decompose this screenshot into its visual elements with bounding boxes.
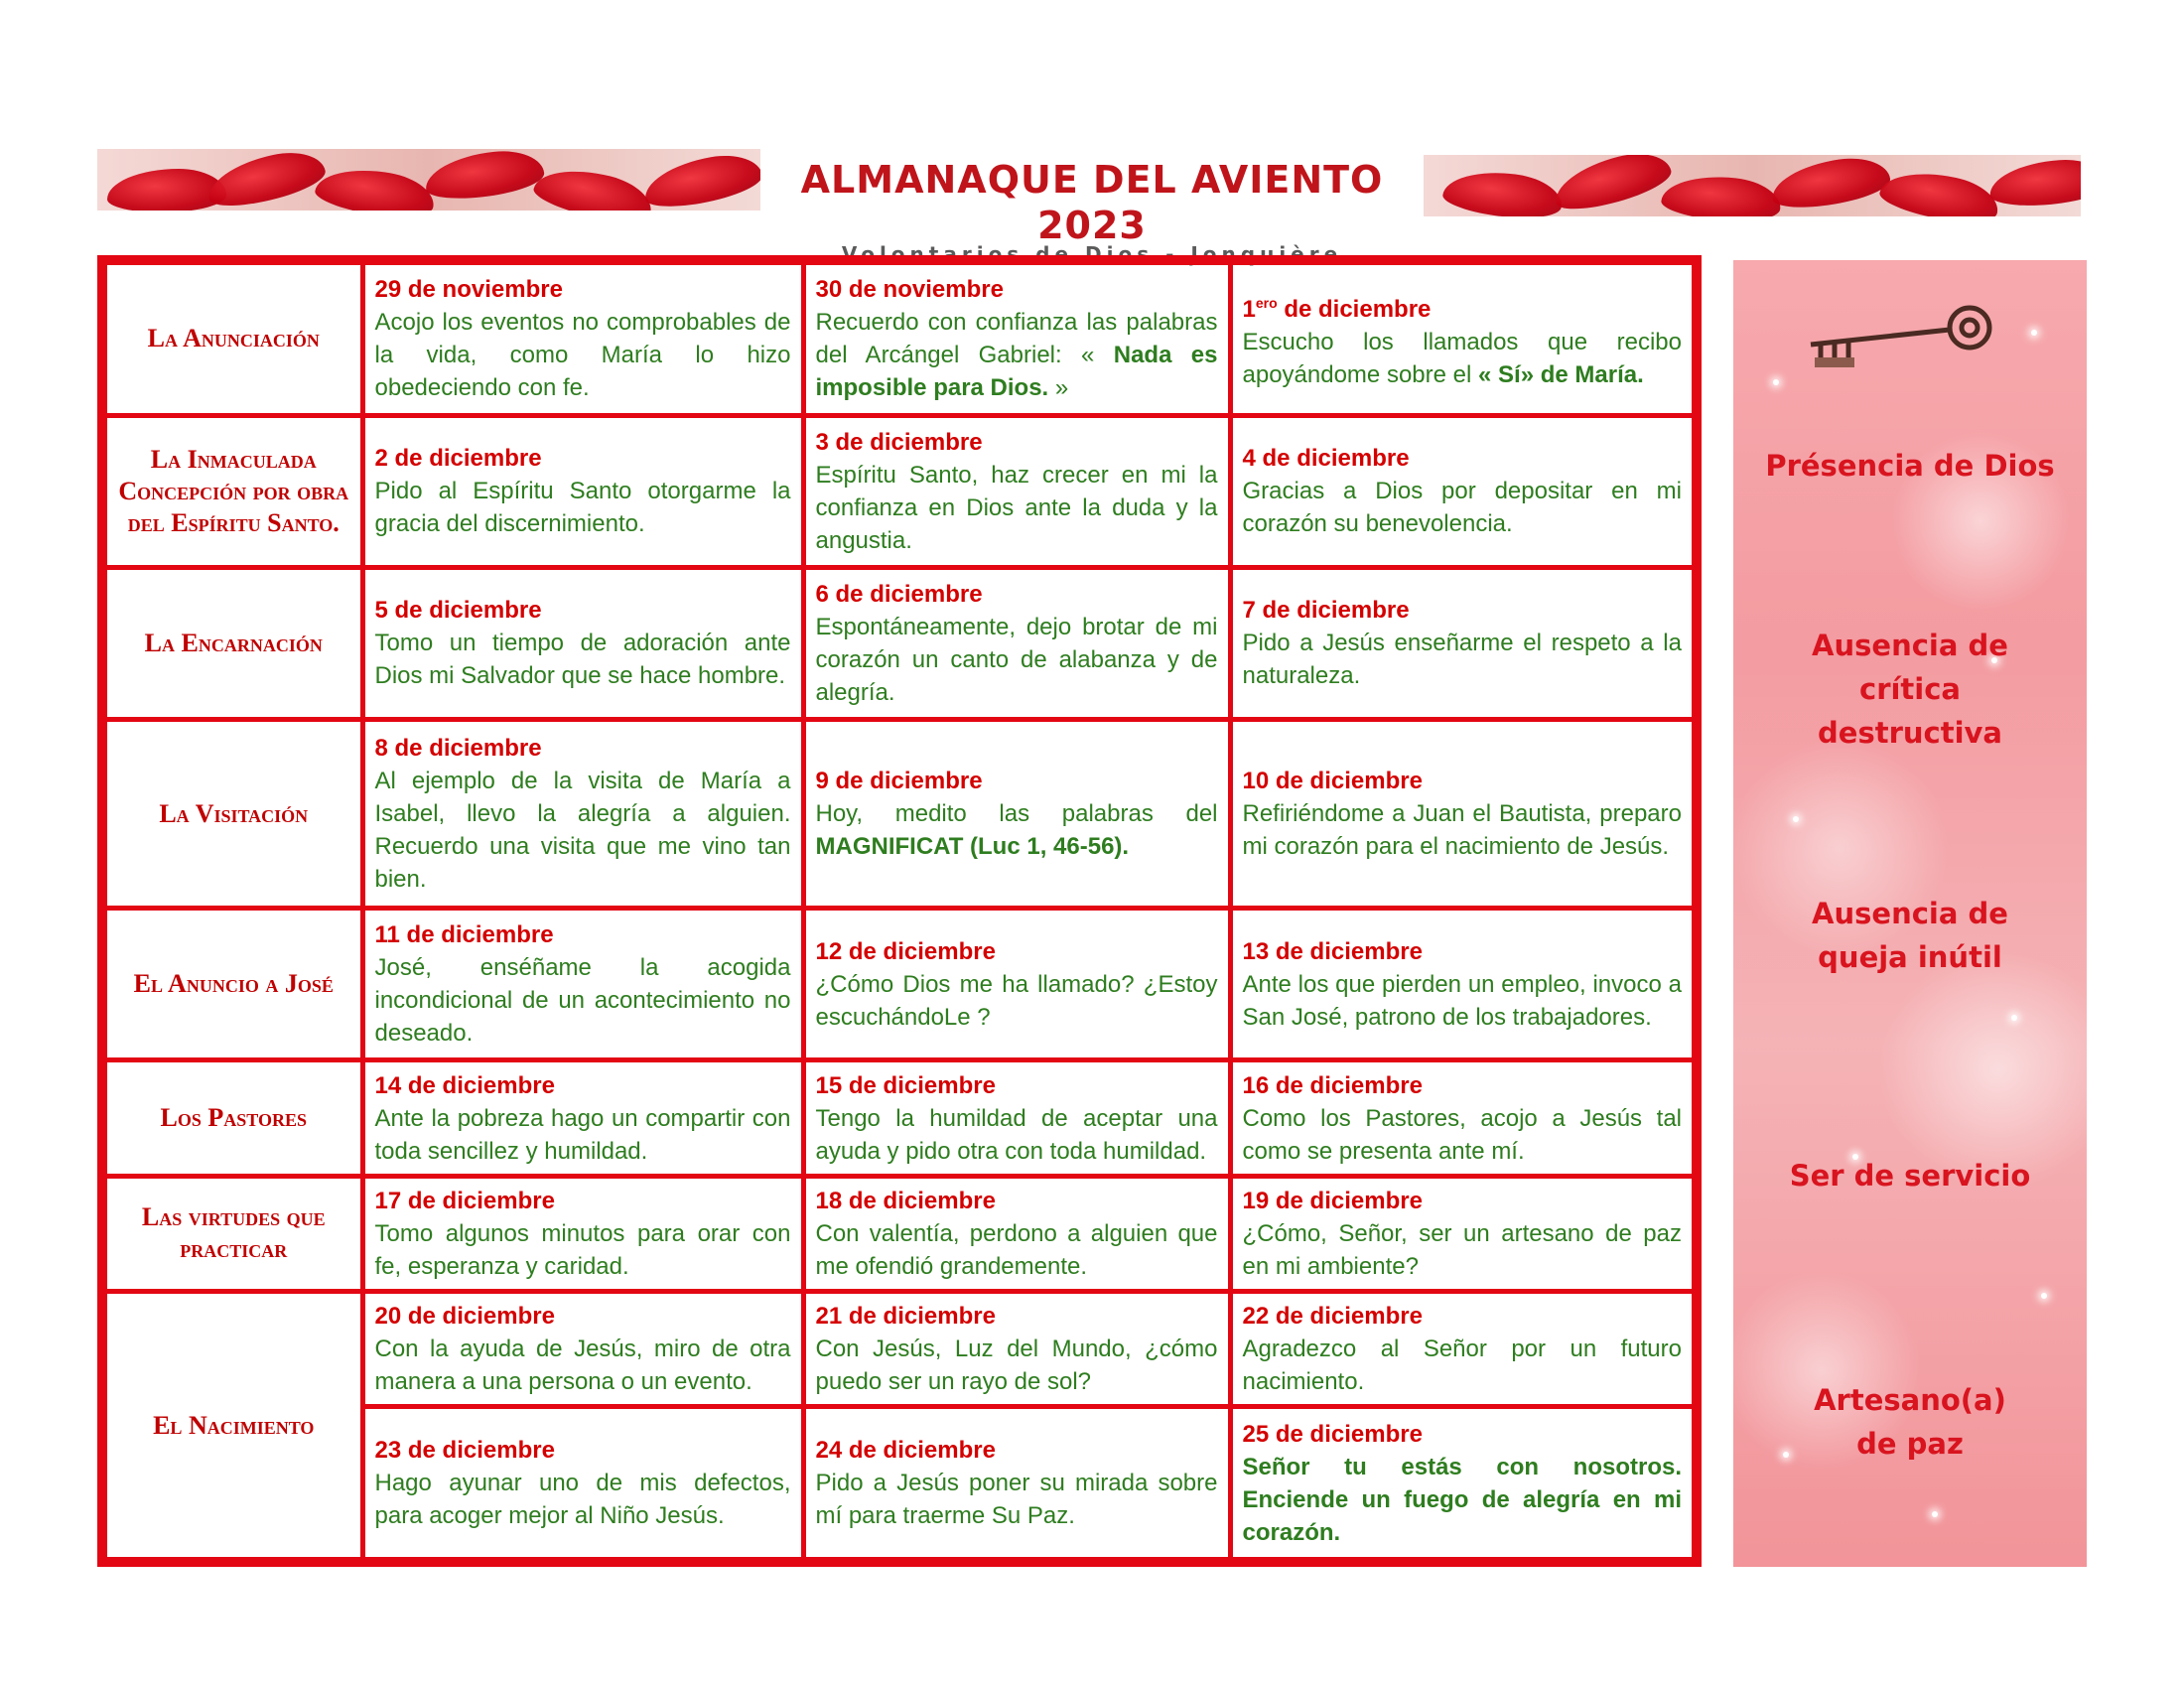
header-banner xyxy=(97,149,2081,266)
day-text: Con la ayuda de Jesús, miro de otra manera a una persona o un evento. xyxy=(374,1336,791,1396)
day-date: 6 de diciembre xyxy=(815,580,983,608)
day-text-bold: « Sí» de María. xyxy=(1478,360,1644,388)
day-text: Espontáneamente, dejo brotar de mi corazón un canto de alabanza y de alegría. xyxy=(815,613,1218,706)
day-entry xyxy=(816,1300,1218,1398)
day-entry xyxy=(1243,1300,1683,1398)
key-icon xyxy=(1801,300,2009,379)
day-cell xyxy=(362,909,803,1060)
day-date: 4 de diciembre xyxy=(1242,445,1410,473)
day-date: 29 de noviembre xyxy=(374,276,563,304)
day-cell xyxy=(803,415,1230,567)
day-cell xyxy=(1230,1407,1697,1562)
day-entry xyxy=(816,765,1218,863)
day-cell xyxy=(803,1060,1230,1176)
day-date: 25 de diciembre xyxy=(1242,1420,1423,1448)
day-text-bold: Nada es imposible para Dios. xyxy=(815,342,1218,402)
day-text: Como los Pastores, acojo a Jesús tal como se presenta ante mí. xyxy=(1242,1104,1682,1165)
calendar-row xyxy=(102,260,1697,415)
day-entry xyxy=(816,935,1218,1034)
day-cell xyxy=(1230,909,1697,1060)
virtues-sidebar xyxy=(1733,260,2087,1567)
day-cell xyxy=(1230,1060,1697,1176)
day-cell xyxy=(362,1407,803,1562)
day-date: 16 de diciembre xyxy=(1242,1071,1423,1099)
day-text: Refiriéndome a Juan el Bautista, preparo mi corazón para el nacimiento de Jesús. xyxy=(1242,800,1682,861)
day-entry xyxy=(816,1069,1218,1168)
day-text: Con Jesús, Luz del Mundo, ¿cómo puedo ser un rayo de sol? xyxy=(815,1336,1218,1396)
calendar-row xyxy=(102,909,1697,1060)
day-entry xyxy=(375,732,791,896)
day-text-bold: MAGNIFICAT (Luc 1, 46-56). xyxy=(815,833,1130,861)
day-text: Espíritu Santo, haz crecer en mi la confianza en Dios ante la duda y la angustia. xyxy=(815,461,1218,554)
day-text: Con valentía, perdono a alguien que me ofendió grandemente. xyxy=(815,1219,1218,1280)
page-title: ALMANAQUE DEL AVIENTO 2023 xyxy=(800,158,1384,247)
day-cell xyxy=(362,415,803,567)
day-entry xyxy=(1243,594,1683,692)
theme-cell: El Nacimiento xyxy=(102,1292,362,1562)
day-date: 19 de diciembre xyxy=(1242,1187,1423,1214)
calendar-row xyxy=(102,1176,1697,1291)
poinsettia-banner-right xyxy=(1424,155,2081,216)
day-entry xyxy=(375,442,791,540)
theme-cell: La Encarnación xyxy=(102,567,362,719)
day-entry xyxy=(816,578,1218,709)
calendar-row xyxy=(102,415,1697,567)
day-entry xyxy=(816,1434,1218,1532)
day-entry xyxy=(375,1434,791,1532)
day-date: 13 de diciembre xyxy=(1242,937,1423,965)
day-cell xyxy=(803,1176,1230,1291)
day-text-bold: Señor tu estás con nosotros. Enciende un fuego de alegría en mi corazón. xyxy=(1242,1453,1682,1546)
day-date: 7 de diciembre xyxy=(1242,597,1410,625)
day-cell xyxy=(803,1292,1230,1407)
day-text-after: » xyxy=(1048,374,1069,402)
theme-cell: El Anuncio a José xyxy=(102,909,362,1060)
day-text: Acojo los eventos no comprobables de la vida, como María lo hizo obedeciendo con fe. xyxy=(374,309,791,402)
day-entry xyxy=(816,1185,1218,1283)
day-text: Pido a Jesús enseñarme el respeto a la naturaleza. xyxy=(1242,630,1682,690)
day-text: ¿Cómo, Señor, ser un artesano de paz en mi ambiente? xyxy=(1242,1219,1682,1280)
day-entry xyxy=(375,273,791,404)
day-text: Escucho los llamados que recibo apoyándome sobre el xyxy=(1242,328,1682,388)
theme-cell: La Inmaculada Concepción por obra del Espíritu Santo. xyxy=(102,415,362,567)
day-entry xyxy=(375,1185,791,1283)
day-date: 10 de diciembre xyxy=(1242,768,1423,795)
day-cell xyxy=(1230,1292,1697,1407)
virtue-label: Ser de servicio xyxy=(1789,1159,2031,1193)
day-entry xyxy=(1243,1185,1683,1283)
theme-cell: La Anunciación xyxy=(102,260,362,415)
day-entry xyxy=(375,1300,791,1398)
day-text: Ante la pobreza hago un compartir con toda sencillez y humildad. xyxy=(374,1104,791,1165)
virtue-label: Ausencia de queja inútil xyxy=(1812,897,2008,974)
date-rest: de diciembre xyxy=(1277,295,1432,323)
day-entry xyxy=(375,594,791,692)
day-text: Tomo un tiempo de adoración ante Dios mi Salvador que se hace hombre. xyxy=(374,630,791,690)
calendar-row xyxy=(102,1060,1697,1176)
day-entry xyxy=(375,1069,791,1168)
day-text: Ante los que pierden un empleo, invoco a San José, patrono de los trabajadores. xyxy=(1242,970,1682,1031)
day-cell xyxy=(362,1060,803,1176)
day-date: 30 de noviembre xyxy=(815,276,1004,304)
day-date: 9 de diciembre xyxy=(815,768,983,795)
day-cell xyxy=(362,720,803,909)
day-cell xyxy=(803,720,1230,909)
day-cell xyxy=(1230,260,1697,415)
day-date: 8 de diciembre xyxy=(374,735,542,763)
day-text: Pido al Espíritu Santo otorgarme la gracia del discernimiento. xyxy=(374,478,791,538)
day-entry xyxy=(375,918,791,1050)
day-date: 22 de diciembre xyxy=(1242,1303,1423,1331)
day-text: Hago ayunar uno de mis defectos, para acoger mejor al Niño Jesús. xyxy=(374,1470,791,1530)
day-text: Hoy, medito las palabras del xyxy=(815,800,1218,828)
day-cell xyxy=(1230,720,1697,909)
day-cell xyxy=(362,567,803,719)
page-subtitle: Volontarios de Dios - Jonquière xyxy=(841,242,1343,266)
day-date: 15 de diciembre xyxy=(815,1071,996,1099)
day-date: 3 de diciembre xyxy=(815,428,983,456)
poinsettia-banner-left xyxy=(97,149,760,211)
day-text: José, enséñame la acogida incondicional de un acontecimiento no deseado. xyxy=(374,954,791,1048)
day-cell xyxy=(1230,1176,1697,1291)
day-date: 20 de diciembre xyxy=(374,1303,555,1331)
day-entry xyxy=(1243,1069,1683,1168)
day-text: Pido a Jesús poner su mirada sobre mí para traerme Su Paz. xyxy=(815,1470,1218,1530)
day-text: Agradezco al Señor por un futuro nacimiento. xyxy=(1242,1336,1682,1396)
virtue-label: Présencia de Dios xyxy=(1765,449,2055,483)
day-entry xyxy=(1243,442,1683,540)
day-entry xyxy=(816,273,1218,404)
day-entry xyxy=(816,426,1218,557)
day-text: ¿Cómo Dios me ha llamado? ¿Estoy escuchándoLe ? xyxy=(815,970,1218,1031)
day-cell xyxy=(362,1176,803,1291)
day-cell xyxy=(803,567,1230,719)
day-cell xyxy=(803,909,1230,1060)
calendar-row xyxy=(102,567,1697,719)
advent-calendar-table xyxy=(97,255,1702,1567)
day-entry xyxy=(1243,935,1683,1034)
theme-cell: Los Pastores xyxy=(102,1060,362,1176)
day-text: Tomo algunos minutos para orar con fe, esperanza y caridad. xyxy=(374,1219,791,1280)
day-cell xyxy=(362,260,803,415)
day-cell xyxy=(362,1292,803,1407)
virtue-label: Artesano(a) de paz xyxy=(1814,1383,2006,1461)
day-date: 17 de diciembre xyxy=(374,1187,555,1214)
date-ordinal: ero xyxy=(1255,294,1278,311)
day-date xyxy=(1243,287,1683,326)
date-number: 1 xyxy=(1242,295,1256,323)
day-date: 2 de diciembre xyxy=(374,445,542,473)
day-text: Tengo la humildad de aceptar una ayuda y pido otra con toda humildad. xyxy=(815,1104,1218,1165)
day-date: 23 de diciembre xyxy=(374,1437,555,1465)
day-cell xyxy=(803,1407,1230,1562)
day-date: 21 de diciembre xyxy=(815,1303,996,1331)
day-date: 18 de diciembre xyxy=(815,1187,996,1214)
day-date: 12 de diciembre xyxy=(815,937,996,965)
day-text: Gracias a Dios por depositar en mi corazón su benevolencia. xyxy=(1242,478,1682,538)
day-text: Recuerdo con confianza las palabras del Arcángel Gabriel: « xyxy=(815,309,1218,369)
day-date: 11 de diciembre xyxy=(374,921,554,949)
virtue-label: Ausencia de crítica destructiva xyxy=(1812,629,2008,750)
day-entry xyxy=(1243,765,1683,863)
day-cell xyxy=(1230,415,1697,567)
day-date: 14 de diciembre xyxy=(374,1071,555,1099)
theme-cell: La Visitación xyxy=(102,720,362,909)
day-cell xyxy=(1230,567,1697,719)
day-entry xyxy=(1243,287,1683,391)
theme-cell: Las virtudes que practicar xyxy=(102,1176,362,1291)
day-entry xyxy=(1243,1418,1683,1549)
calendar-row xyxy=(102,1292,1697,1407)
day-date: 24 de diciembre xyxy=(815,1437,996,1465)
calendar-row xyxy=(102,720,1697,909)
day-cell xyxy=(803,260,1230,415)
title-block xyxy=(760,149,1424,266)
day-text: Al ejemplo de la visita de María a Isabel, llevo la alegría a alguien. Recuerdo una visita que me vino tan bien. xyxy=(374,768,791,894)
day-date: 5 de diciembre xyxy=(374,597,542,625)
